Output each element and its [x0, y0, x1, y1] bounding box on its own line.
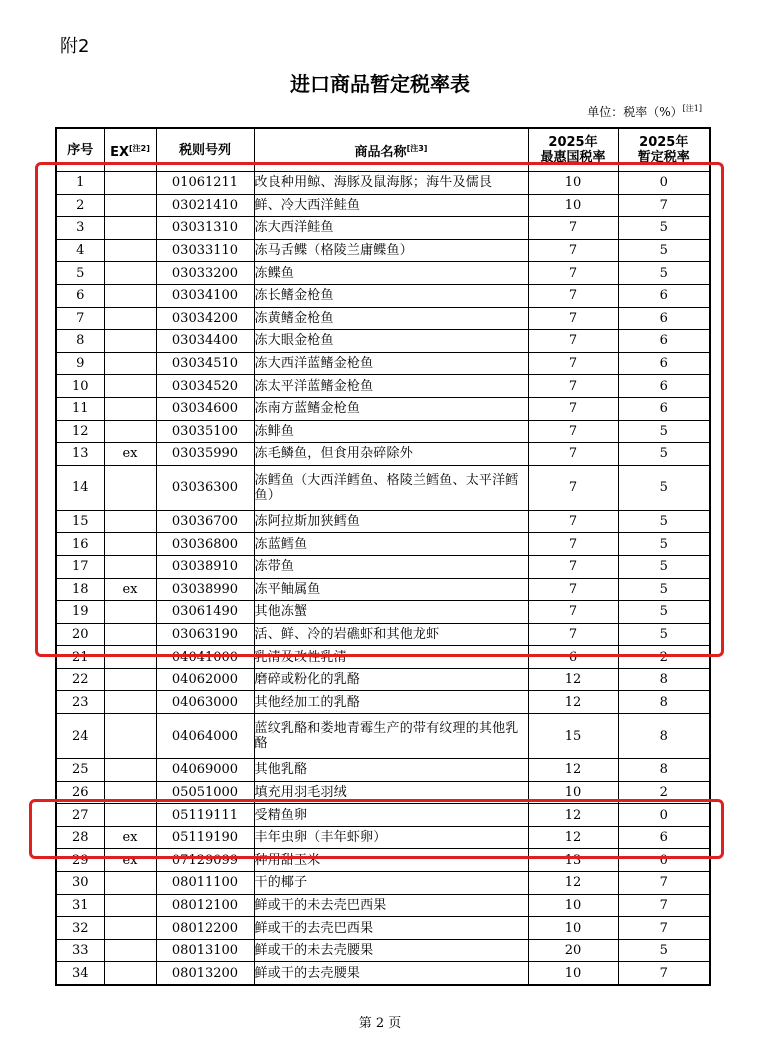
table-row: [56, 872, 710, 895]
cell-no: 12: [56, 420, 104, 443]
cell-mfn-rate: 7: [528, 510, 618, 533]
cell-name: 冻大西洋鲑鱼: [254, 217, 528, 240]
table-row: [56, 194, 710, 217]
cell-no: 22: [56, 668, 104, 691]
cell-mfn-rate: 7: [528, 533, 618, 556]
cell-code: 03035100: [156, 420, 254, 443]
cell-ex: [104, 262, 156, 285]
cell-name: 乳清及改性乳清: [254, 646, 528, 669]
cell-temporary-rate: 6: [618, 284, 710, 307]
cell-no: 21: [56, 646, 104, 669]
cell-code: 03021410: [156, 194, 254, 217]
cell-no: 19: [56, 601, 104, 624]
cell-name: 冻平鲉属鱼: [254, 578, 528, 601]
cell-temporary-rate: 5: [618, 262, 710, 285]
cell-code: 03033200: [156, 262, 254, 285]
cell-mfn-rate: 7: [528, 262, 618, 285]
cell-code: 04041000: [156, 646, 254, 669]
cell-temporary-rate: 8: [618, 759, 710, 782]
cell-temporary-rate: 6: [618, 375, 710, 398]
cell-code: 03036700: [156, 510, 254, 533]
cell-code: 03034520: [156, 375, 254, 398]
cell-temporary-rate: 7: [618, 917, 710, 940]
cell-no: 11: [56, 397, 104, 420]
header-ex-label: EX: [110, 144, 129, 160]
cell-ex: ex: [104, 849, 156, 872]
cell-no: 30: [56, 872, 104, 895]
table-row: [56, 510, 710, 533]
cell-mfn-rate: 10: [528, 781, 618, 804]
cell-name: 其他冻蟹: [254, 601, 528, 624]
header-name: [254, 128, 528, 172]
cell-name: 受精鱼卵: [254, 804, 528, 827]
table-row: [56, 962, 710, 985]
cell-name: 冻马舌鲽（格陵兰庸鲽鱼）: [254, 239, 528, 262]
cell-code: 05119111: [156, 804, 254, 827]
cell-ex: [104, 714, 156, 759]
cell-code: 04069000: [156, 759, 254, 782]
cell-ex: [104, 330, 156, 353]
table-body: [56, 172, 710, 986]
cell-no: 6: [56, 284, 104, 307]
cell-name: 冻鳕鱼（大西洋鳕鱼、格陵兰鳕鱼、太平洋鳕鱼）: [254, 465, 528, 510]
cell-no: 2: [56, 194, 104, 217]
table-row: [56, 849, 710, 872]
unit-text: 单位：税率（%）: [587, 105, 683, 119]
table-row: [56, 352, 710, 375]
cell-no: 15: [56, 510, 104, 533]
table-row: [56, 533, 710, 556]
cell-ex: [104, 668, 156, 691]
header-tmp-line2: 暂定税率: [637, 150, 690, 165]
cell-ex: [104, 623, 156, 646]
header-temporary-rate: [618, 128, 710, 172]
cell-no: 1: [56, 172, 104, 195]
cell-name: 干的椰子: [254, 872, 528, 895]
cell-mfn-rate: 10: [528, 962, 618, 985]
cell-mfn-rate: 7: [528, 375, 618, 398]
table-row: [56, 939, 710, 962]
cell-code: 08013200: [156, 962, 254, 985]
cell-code: 04062000: [156, 668, 254, 691]
header-name-note: [注3]: [406, 143, 428, 153]
cell-ex: [104, 939, 156, 962]
cell-mfn-rate: 10: [528, 194, 618, 217]
cell-ex: [104, 239, 156, 262]
cell-temporary-rate: 5: [618, 217, 710, 240]
cell-temporary-rate: 8: [618, 714, 710, 759]
cell-no: 32: [56, 917, 104, 940]
cell-name: 冻阿拉斯加狭鳕鱼: [254, 510, 528, 533]
cell-mfn-rate: 12: [528, 668, 618, 691]
unit-note: [587, 103, 702, 120]
cell-ex: [104, 555, 156, 578]
cell-name: 鲜或干的去壳巴西果: [254, 917, 528, 940]
cell-temporary-rate: 5: [618, 939, 710, 962]
cell-no: 5: [56, 262, 104, 285]
cell-ex: [104, 872, 156, 895]
cell-ex: [104, 397, 156, 420]
cell-name: 鲜、冷大西洋鲑鱼: [254, 194, 528, 217]
cell-temporary-rate: 5: [618, 578, 710, 601]
cell-ex: ex: [104, 826, 156, 849]
cell-ex: ex: [104, 578, 156, 601]
cell-no: 24: [56, 714, 104, 759]
cell-no: 26: [56, 781, 104, 804]
cell-no: 18: [56, 578, 104, 601]
cell-code: 04063000: [156, 691, 254, 714]
cell-code: 05119190: [156, 826, 254, 849]
cell-name: 磨碎或粉化的乳酪: [254, 668, 528, 691]
cell-mfn-rate: 7: [528, 601, 618, 624]
cell-ex: [104, 533, 156, 556]
cell-code: 05051000: [156, 781, 254, 804]
cell-mfn-rate: 7: [528, 465, 618, 510]
table-row: [56, 375, 710, 398]
table-row: [56, 781, 710, 804]
cell-temporary-rate: 5: [618, 465, 710, 510]
cell-temporary-rate: 6: [618, 330, 710, 353]
cell-mfn-rate: 7: [528, 284, 618, 307]
table-row: [56, 646, 710, 669]
cell-name: 冻鲽鱼: [254, 262, 528, 285]
cell-ex: [104, 307, 156, 330]
cell-ex: [104, 510, 156, 533]
header-tmp-line1: 2025年: [639, 135, 689, 150]
unit-footnote-ref: [注1]: [682, 104, 702, 113]
cell-no: 4: [56, 239, 104, 262]
cell-name: 冻鲱鱼: [254, 420, 528, 443]
table-row: [56, 691, 710, 714]
cell-temporary-rate: 8: [618, 691, 710, 714]
cell-name: 其他乳酪: [254, 759, 528, 782]
cell-no: 13: [56, 443, 104, 466]
cell-code: 03038990: [156, 578, 254, 601]
cell-no: 29: [56, 849, 104, 872]
cell-temporary-rate: 0: [618, 172, 710, 195]
cell-ex: [104, 375, 156, 398]
table-row: [56, 262, 710, 285]
cell-ex: [104, 284, 156, 307]
cell-code: 03034510: [156, 352, 254, 375]
cell-temporary-rate: 5: [618, 239, 710, 262]
page-title: 进口商品暂定税率表: [290, 72, 470, 96]
cell-name: 冻大眼金枪鱼: [254, 330, 528, 353]
cell-mfn-rate: 7: [528, 420, 618, 443]
table-row: [56, 555, 710, 578]
cell-mfn-rate: 10: [528, 894, 618, 917]
cell-mfn-rate: 7: [528, 623, 618, 646]
cell-code: 03034400: [156, 330, 254, 353]
cell-no: 31: [56, 894, 104, 917]
cell-temporary-rate: 6: [618, 352, 710, 375]
cell-name: 丰年虫卵（丰年虾卵）: [254, 826, 528, 849]
cell-ex: [104, 962, 156, 985]
cell-mfn-rate: 7: [528, 307, 618, 330]
table-row: [56, 894, 710, 917]
table-row: [56, 668, 710, 691]
cell-no: 20: [56, 623, 104, 646]
cell-mfn-rate: 10: [528, 917, 618, 940]
cell-code: 03036800: [156, 533, 254, 556]
cell-temporary-rate: 5: [618, 601, 710, 624]
table-row: [56, 420, 710, 443]
cell-ex: [104, 917, 156, 940]
table-row: [56, 330, 710, 353]
cell-code: 03034100: [156, 284, 254, 307]
cell-temporary-rate: 5: [618, 510, 710, 533]
cell-code: 08013100: [156, 939, 254, 962]
cell-ex: [104, 781, 156, 804]
cell-mfn-rate: 6: [528, 646, 618, 669]
attachment-label: 附2: [60, 36, 90, 57]
cell-no: 17: [56, 555, 104, 578]
table-row: [56, 284, 710, 307]
cell-name: 冻长鳍金枪鱼: [254, 284, 528, 307]
table-row: [56, 172, 710, 195]
cell-code: 03034200: [156, 307, 254, 330]
header-code: 税则号列: [156, 128, 254, 172]
cell-temporary-rate: 6: [618, 826, 710, 849]
cell-temporary-rate: 2: [618, 646, 710, 669]
cell-name: 冻带鱼: [254, 555, 528, 578]
table-header-row: [56, 128, 710, 172]
table-row: [56, 714, 710, 759]
cell-mfn-rate: 20: [528, 939, 618, 962]
tariff-table: [55, 127, 711, 986]
table-row: [56, 917, 710, 940]
cell-ex: [104, 420, 156, 443]
cell-temporary-rate: 5: [618, 555, 710, 578]
table-row: [56, 759, 710, 782]
cell-temporary-rate: 5: [618, 443, 710, 466]
cell-no: 8: [56, 330, 104, 353]
table-row: [56, 397, 710, 420]
cell-name: 活、鲜、冷的岩礁虾和其他龙虾: [254, 623, 528, 646]
cell-no: 23: [56, 691, 104, 714]
cell-name: 填充用羽毛羽绒: [254, 781, 528, 804]
cell-ex: [104, 352, 156, 375]
header-mfn-rate: [528, 128, 618, 172]
cell-temporary-rate: 5: [618, 623, 710, 646]
table-row: [56, 239, 710, 262]
cell-mfn-rate: 10: [528, 172, 618, 195]
header-name-label: 商品名称: [354, 144, 407, 160]
cell-name: 冻太平洋蓝鳍金枪鱼: [254, 375, 528, 398]
cell-mfn-rate: 7: [528, 555, 618, 578]
cell-code: 08012100: [156, 894, 254, 917]
cell-ex: [104, 646, 156, 669]
cell-temporary-rate: 7: [618, 872, 710, 895]
cell-temporary-rate: 6: [618, 307, 710, 330]
cell-name: 其他经加工的乳酪: [254, 691, 528, 714]
cell-code: 08012200: [156, 917, 254, 940]
cell-no: 3: [56, 217, 104, 240]
cell-ex: [104, 601, 156, 624]
cell-ex: [104, 465, 156, 510]
cell-name: 冻大西洋蓝鳍金枪鱼: [254, 352, 528, 375]
cell-no: 34: [56, 962, 104, 985]
cell-mfn-rate: 12: [528, 691, 618, 714]
cell-ex: [104, 217, 156, 240]
table-row: [56, 826, 710, 849]
cell-mfn-rate: 7: [528, 217, 618, 240]
cell-no: 10: [56, 375, 104, 398]
cell-code: 03034600: [156, 397, 254, 420]
header-ex: [104, 128, 156, 172]
cell-temporary-rate: 7: [618, 194, 710, 217]
cell-ex: [104, 172, 156, 195]
cell-code: 03061490: [156, 601, 254, 624]
page-number: 第 2 页: [358, 1016, 402, 1031]
cell-code: 03031310: [156, 217, 254, 240]
cell-name: 冻毛鳞鱼，但食用杂碎除外: [254, 443, 528, 466]
cell-no: 14: [56, 465, 104, 510]
cell-code: 03035990: [156, 443, 254, 466]
header-no: 序号: [56, 128, 104, 172]
cell-no: 16: [56, 533, 104, 556]
cell-mfn-rate: 12: [528, 872, 618, 895]
cell-no: 27: [56, 804, 104, 827]
cell-mfn-rate: 13: [528, 849, 618, 872]
cell-mfn-rate: 12: [528, 804, 618, 827]
cell-mfn-rate: 7: [528, 239, 618, 262]
cell-no: 7: [56, 307, 104, 330]
cell-code: 03038910: [156, 555, 254, 578]
table-row: [56, 601, 710, 624]
cell-mfn-rate: 7: [528, 443, 618, 466]
cell-name: 鲜或干的去壳腰果: [254, 962, 528, 985]
cell-temporary-rate: 5: [618, 420, 710, 443]
cell-temporary-rate: 7: [618, 894, 710, 917]
cell-code: 03033110: [156, 239, 254, 262]
table-row: [56, 307, 710, 330]
table-row: [56, 217, 710, 240]
table-row: [56, 443, 710, 466]
header-mfn-line2: 最惠国税率: [540, 150, 606, 165]
cell-temporary-rate: 7: [618, 962, 710, 985]
cell-ex: [104, 804, 156, 827]
cell-temporary-rate: 5: [618, 533, 710, 556]
cell-code: 01061211: [156, 172, 254, 195]
cell-name: 冻南方蓝鳍金枪鱼: [254, 397, 528, 420]
cell-name: 冻黄鳍金枪鱼: [254, 307, 528, 330]
cell-mfn-rate: 15: [528, 714, 618, 759]
cell-name: 改良种用鲸、海豚及鼠海豚；海牛及儒艮: [254, 172, 528, 195]
cell-no: 9: [56, 352, 104, 375]
cell-code: 04064000: [156, 714, 254, 759]
cell-name: 冻蓝鳕鱼: [254, 533, 528, 556]
cell-ex: ex: [104, 443, 156, 466]
cell-code: 03063190: [156, 623, 254, 646]
header-mfn-line1: 2025年: [548, 135, 598, 150]
cell-name: 鲜或干的未去壳巴西果: [254, 894, 528, 917]
cell-no: 28: [56, 826, 104, 849]
cell-ex: [104, 691, 156, 714]
cell-ex: [104, 759, 156, 782]
cell-mfn-rate: 12: [528, 826, 618, 849]
cell-name: 蓝纹乳酪和娄地青霉生产的带有纹理的其他乳酪: [254, 714, 528, 759]
cell-ex: [104, 194, 156, 217]
cell-temporary-rate: 2: [618, 781, 710, 804]
cell-temporary-rate: 6: [618, 397, 710, 420]
cell-code: 08011100: [156, 872, 254, 895]
cell-no: 25: [56, 759, 104, 782]
table-row: [56, 578, 710, 601]
cell-no: 33: [56, 939, 104, 962]
header-ex-note: [注2]: [129, 143, 150, 153]
cell-temporary-rate: 0: [618, 804, 710, 827]
cell-mfn-rate: 7: [528, 352, 618, 375]
cell-mfn-rate: 7: [528, 330, 618, 353]
cell-name: 鲜或干的未去壳腰果: [254, 939, 528, 962]
cell-code: 03036300: [156, 465, 254, 510]
cell-code: 07129099: [156, 849, 254, 872]
cell-temporary-rate: 0: [618, 849, 710, 872]
table-row: [56, 465, 710, 510]
cell-name: 种用甜玉米: [254, 849, 528, 872]
cell-ex: [104, 894, 156, 917]
table-row: [56, 623, 710, 646]
cell-temporary-rate: 8: [618, 668, 710, 691]
cell-mfn-rate: 7: [528, 397, 618, 420]
cell-mfn-rate: 7: [528, 578, 618, 601]
table-row: [56, 804, 710, 827]
cell-mfn-rate: 12: [528, 759, 618, 782]
